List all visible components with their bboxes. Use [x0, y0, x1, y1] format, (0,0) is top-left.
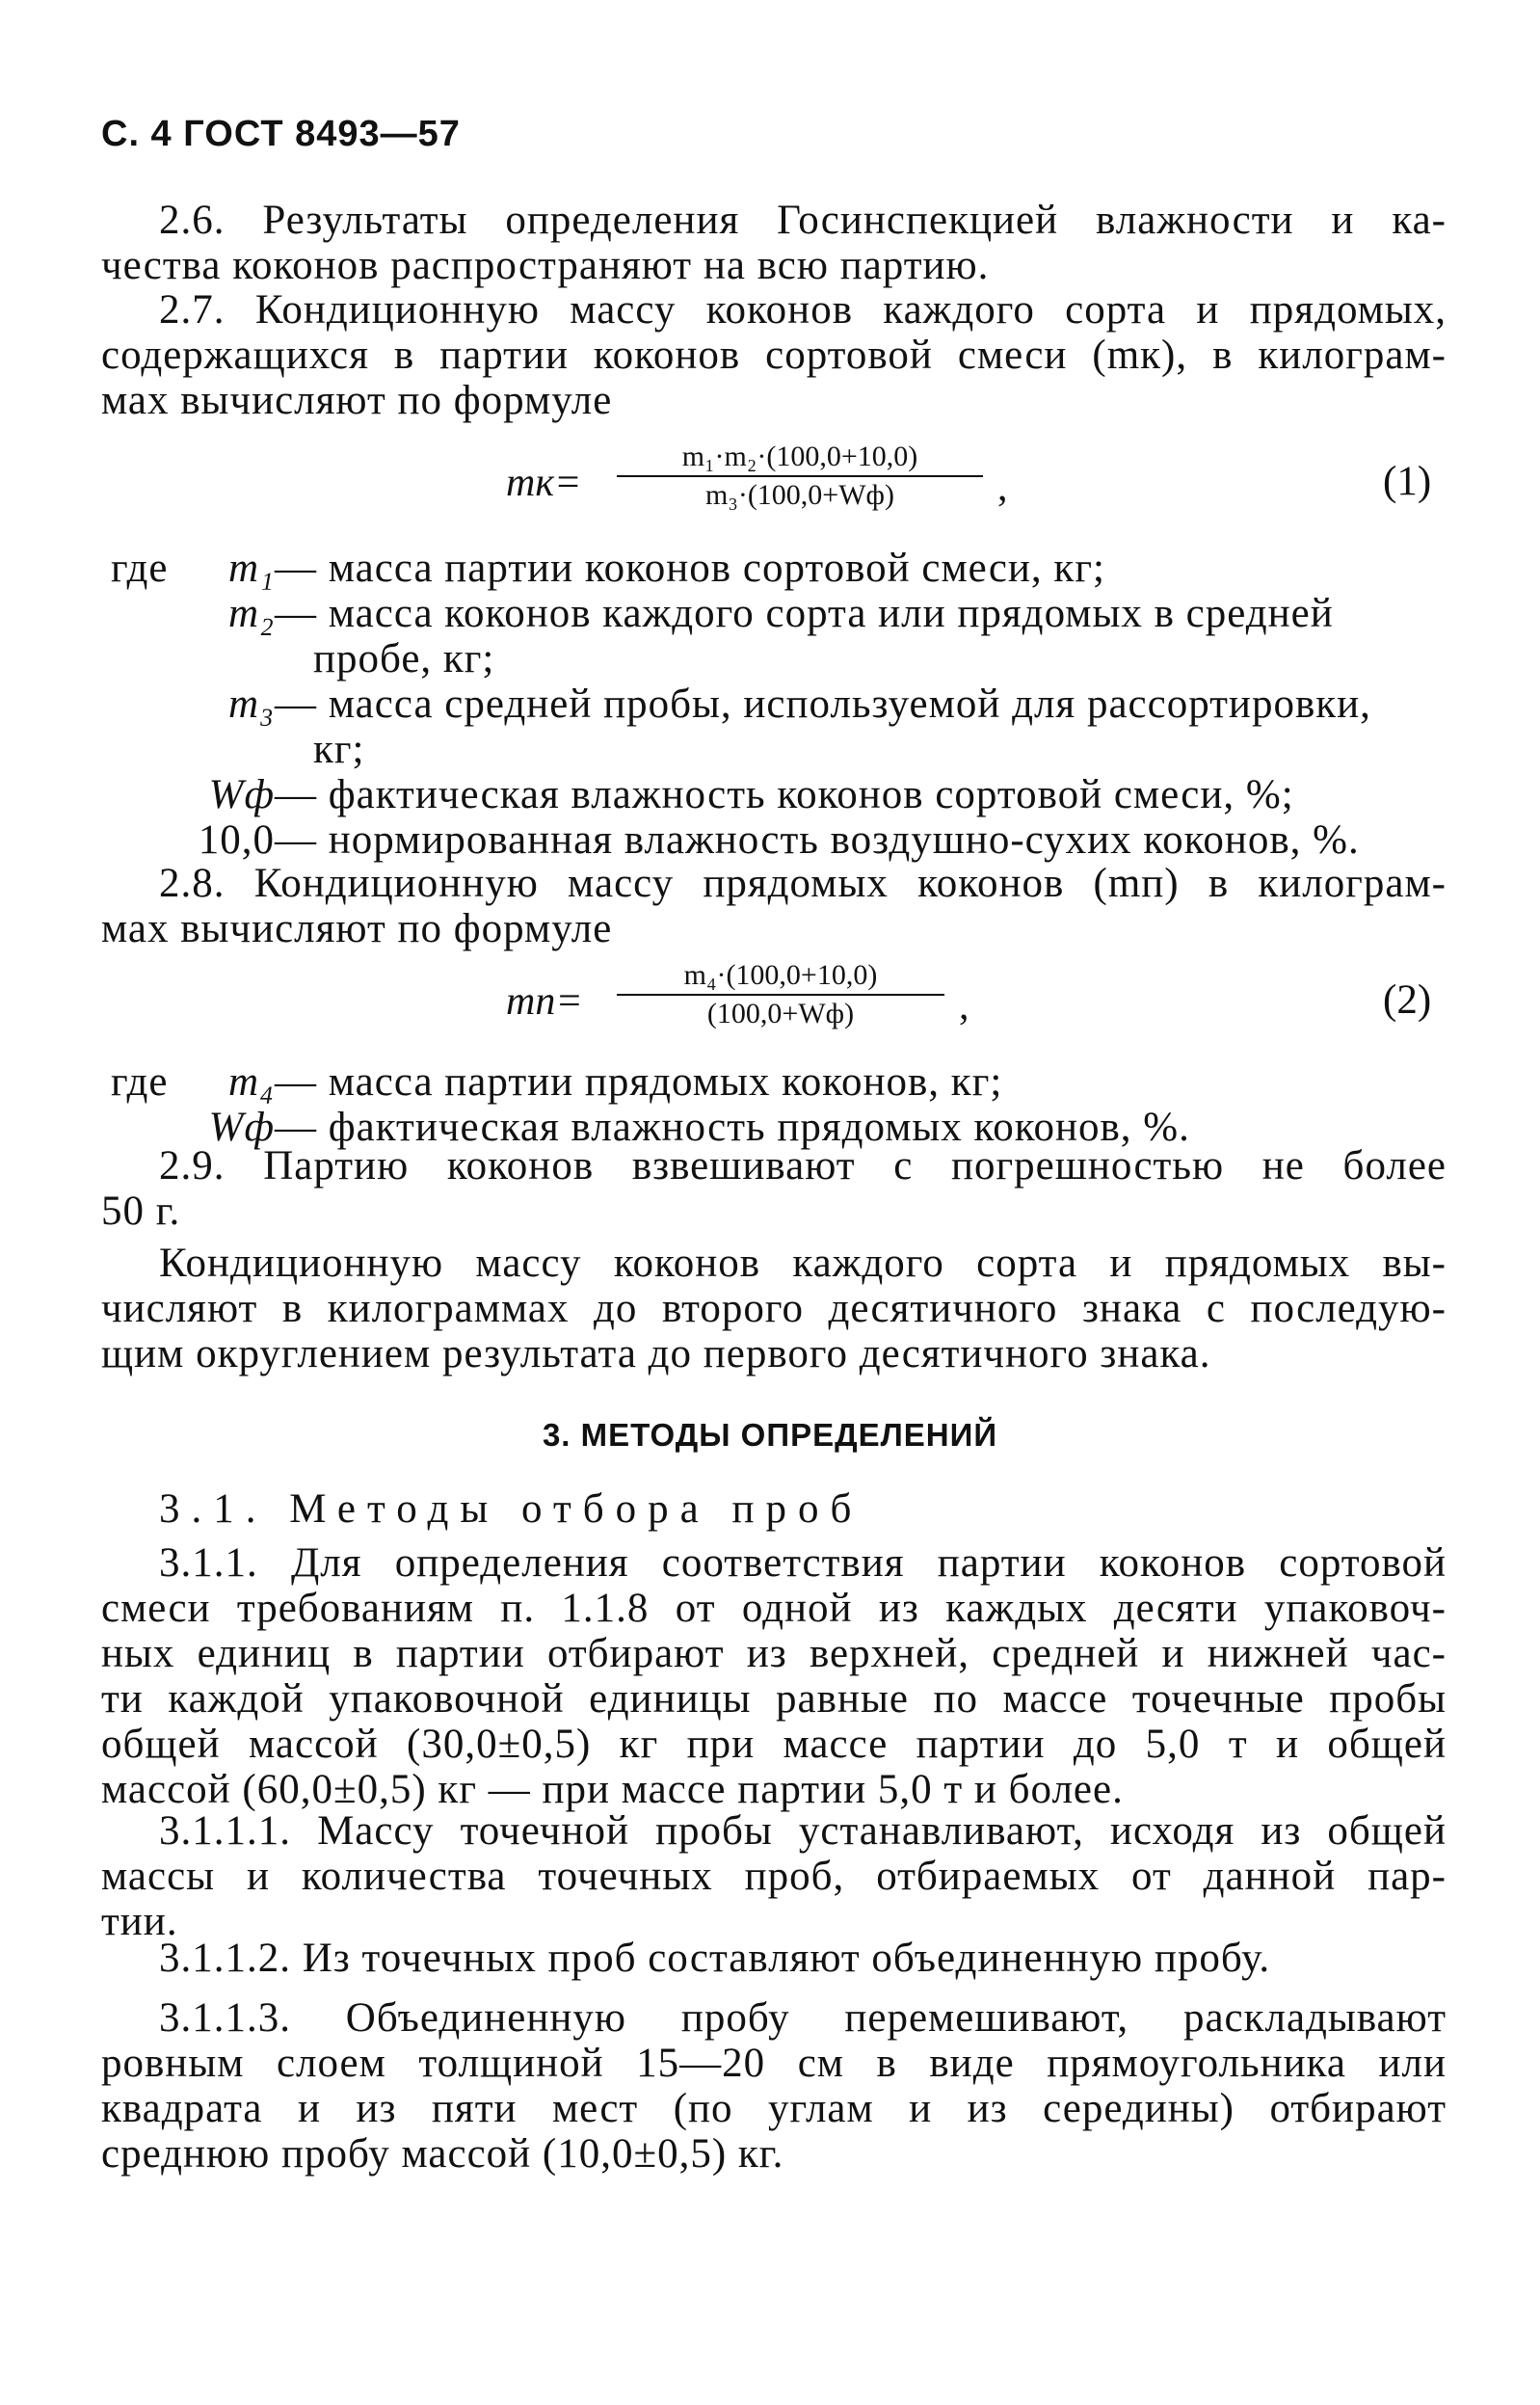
text-line: чества коконов распространяют на всю партию.: [101, 243, 990, 288]
legend-text: — масса партии прядомых коконов, кг;: [275, 1059, 1003, 1105]
text-line: 2.6. Результаты определения Госинспекцией влажности и ка-: [159, 198, 1447, 243]
formula-fraction: [617, 957, 944, 1032]
text-line: мах вычисляют по формуле: [101, 378, 613, 423]
paragraph-3-1-1-3: [101, 1995, 1447, 2177]
formula-lhs: mк=: [506, 461, 582, 505]
legend-symbol: m₄: [227, 1059, 275, 1105]
text-line: массы и количества точечных проб, отбираемых от данной пар-: [101, 1854, 1447, 1899]
text-line: 2.7. Кондиционную массу коконов каждого сорта и прядомых,: [159, 287, 1447, 333]
formula-numerator: m₄·(100,0+10,0): [683, 959, 878, 991]
paragraph-3-1-1-1: [101, 1808, 1447, 1944]
paragraph-3-1-1: [101, 1540, 1447, 1812]
paragraph-2-9-continued: [101, 1241, 1447, 1376]
page-header: С. 4 ГОСТ 8493—57: [101, 114, 461, 154]
legend-text: кг;: [313, 727, 365, 772]
text-line: Кондиционную массу коконов каждого сорта и прядомых вы-: [159, 1241, 1447, 1286]
text-line: 3.1.1.1. Массу точечной пробы устанавливают, исходя из общей: [159, 1808, 1447, 1854]
legend-text: [275, 590, 1447, 637]
text-line: 2.8. Кондиционную массу прядомых коконов (mп) в килограм-: [159, 861, 1447, 906]
legend-text: — фактическая влажность коконов сортовой смеси, %;: [275, 772, 1294, 817]
legend-symbol: Wф: [208, 772, 275, 817]
formula-comma: ,: [959, 984, 969, 1029]
text-line: числяют в килограммах до второго десятичного знака с последую-: [101, 1286, 1447, 1331]
legend-text: — масса партии коконов сортовой смеси, кг;: [275, 546, 1105, 591]
text-line: тии.: [101, 1899, 178, 1944]
text-line: 3.1.1. Для определения соответствия партии коконов сортовой: [159, 1540, 1447, 1586]
formula-comma: ,: [997, 466, 1008, 510]
paragraph-2-8: [101, 861, 1447, 951]
text-line: ровным слоем толщиной 15—20 см в виде прямоугольника или: [101, 2041, 1447, 2086]
legend-row: [111, 545, 168, 592]
paragraph-3-1-1-2: [101, 1936, 1447, 1981]
text-line: содержащихся в партии коконов сортовой смеси (mк), в килограм-: [101, 333, 1447, 378]
legend-prefix: где: [111, 1059, 169, 1105]
section-title: 3. МЕТОДЫ ОПРЕДЕЛЕНИЙ: [542, 1417, 998, 1453]
text-line: 2.9. Партию коконов взвешивают с погрешностью не более: [159, 1143, 1447, 1189]
formula-fraction: [617, 439, 983, 514]
text-line: 3.1.1.2. Из точечных проб составляют объединенную пробу.: [159, 1936, 1271, 1981]
formula-denominator: m₃·(100,0+Wф): [705, 479, 894, 511]
text-line: ти каждой упаковочной единицы равные по массе точечные пробы: [101, 1676, 1447, 1722]
formula-lhs: mп=: [506, 979, 583, 1024]
legend-text: — масса средней пробы, используемой для рассортировки,: [275, 681, 1371, 727]
text-line: 3.1.1.3. Объединенную пробу перемешивают, раскладывают: [159, 1995, 1447, 2041]
text-line: 50 г.: [101, 1189, 181, 1234]
legend-prefix: где: [111, 546, 169, 591]
text-line: квадрата и из пяти мест (по углам и из середины) отбирают: [101, 2086, 1447, 2131]
text-line: ных единиц в партии отбирают из верхней, средней и нижней час-: [101, 1631, 1447, 1676]
text-line: щим округлением результата до первого десятичного знака.: [101, 1331, 1211, 1376]
legend-text: — фактическая влажность прядомых коконов, %.: [275, 1105, 1190, 1150]
paragraph-2-7: [101, 287, 1447, 423]
subsection-heading: [101, 1486, 1447, 1532]
subsection-3-1: [101, 1486, 1447, 1532]
legend-symbol: Wф: [208, 1105, 275, 1150]
legend-symbol: 10,0: [198, 817, 275, 863]
equation-number: (1): [1383, 459, 1432, 504]
paragraph-2-6: [101, 198, 1447, 288]
text-line: мах вычисляют по формуле: [101, 906, 613, 951]
text-line: смеси требованиям п. 1.1.8 от одной из каждых десяти упаковоч-: [101, 1586, 1447, 1631]
paragraph-2-9: [101, 1143, 1447, 1234]
text-line: общей массой (30,0±0,5) кг при массе партии до 5,0 т и общей: [101, 1722, 1447, 1767]
text-line: массой (60,0±0,5) кг — при массе партии 5,0 т и более.: [101, 1767, 1124, 1812]
formula-numerator: m₁·m₂·(100,0+10,0): [681, 441, 918, 472]
legend-symbol: m₃: [227, 681, 275, 727]
legend-text: — нормированная влажность воздушно-сухих коконов, %.: [275, 817, 1360, 863]
legend-symbol: m₁: [227, 546, 275, 591]
equation-number: (2): [1383, 977, 1432, 1023]
legend-symbol: m₂: [227, 591, 275, 636]
subsection-heading-text: 3.1. Методы отбора проб: [159, 1486, 863, 1532]
legend-text: пробе, кг;: [313, 636, 495, 681]
text-line: среднюю пробу массой (10,0±0,5) кг.: [101, 2131, 784, 2177]
formula-denominator: (100,0+Wф): [706, 998, 855, 1029]
legend-text-span: — масса коконов каждого сорта или прядомых в средней: [275, 591, 1334, 636]
